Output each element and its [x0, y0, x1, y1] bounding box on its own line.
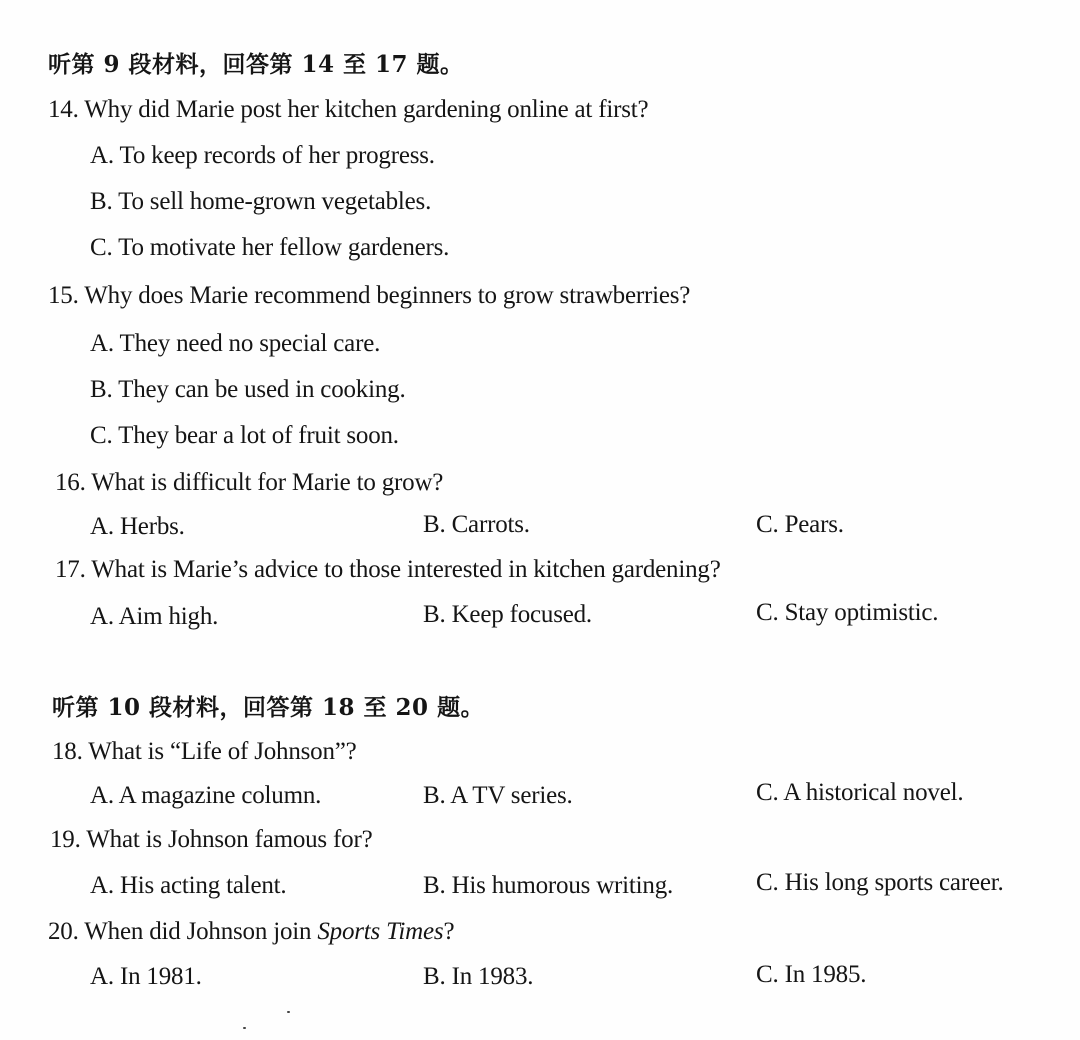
option-c: C. His long sports career.: [756, 869, 1004, 896]
option-a: A. Herbs.: [90, 513, 185, 540]
option-a: A. Aim high.: [90, 603, 219, 630]
option-a: A. They need no special care.: [90, 330, 381, 357]
question-stem: 19. What is Johnson famous for?: [50, 826, 373, 853]
scan-speck: [243, 1027, 246, 1029]
option-c: C. A historical novel.: [756, 779, 964, 806]
option-c: C. Stay optimistic.: [756, 599, 939, 626]
question-mark: ?: [443, 918, 455, 945]
option-b: B. A TV series.: [423, 782, 573, 809]
option-a: A. In 1981.: [90, 963, 202, 990]
option-b: B. In 1983.: [423, 963, 534, 990]
option-c: C. To motivate her fellow gardeners.: [90, 234, 450, 261]
section-heading: 听第 10 段材料，回答第 18 至 20 题。: [52, 694, 485, 721]
option-a: A. His acting talent.: [90, 872, 287, 899]
question-stem: [48, 917, 454, 947]
option-b: B. Carrots.: [423, 511, 530, 538]
option-b: B. They can be used in cooking.: [90, 376, 406, 403]
option-c: C. They bear a lot of fruit soon.: [90, 422, 399, 449]
option-c: C. In 1985.: [756, 961, 867, 988]
option-b: B. To sell home-grown vegetables.: [90, 188, 432, 215]
question-stem: 18. What is “Life of Johnson”?: [52, 738, 357, 765]
publication-title: Sports Times: [317, 918, 444, 945]
option-a: A. A magazine column.: [90, 782, 322, 809]
question-stem: 15. Why does Marie recommend beginners to grow strawberries?: [48, 282, 691, 309]
section-heading: 听第 9 段材料，回答第 14 至 17 题。: [48, 51, 464, 78]
option-b: B. Keep focused.: [423, 601, 592, 628]
scan-speck: [287, 1011, 290, 1013]
question-stem: 17. What is Marie’s advice to those interested in kitchen gardening?: [55, 556, 721, 583]
option-a: A. To keep records of her progress.: [90, 142, 435, 169]
option-b: B. His humorous writing.: [423, 872, 674, 899]
question-stem-text: 20. When did Johnson join: [48, 918, 318, 945]
question-stem: 14. Why did Marie post her kitchen gardening online at first?: [48, 96, 649, 123]
question-stem: 16. What is difficult for Marie to grow?: [55, 469, 444, 496]
option-c: C. Pears.: [756, 511, 844, 538]
